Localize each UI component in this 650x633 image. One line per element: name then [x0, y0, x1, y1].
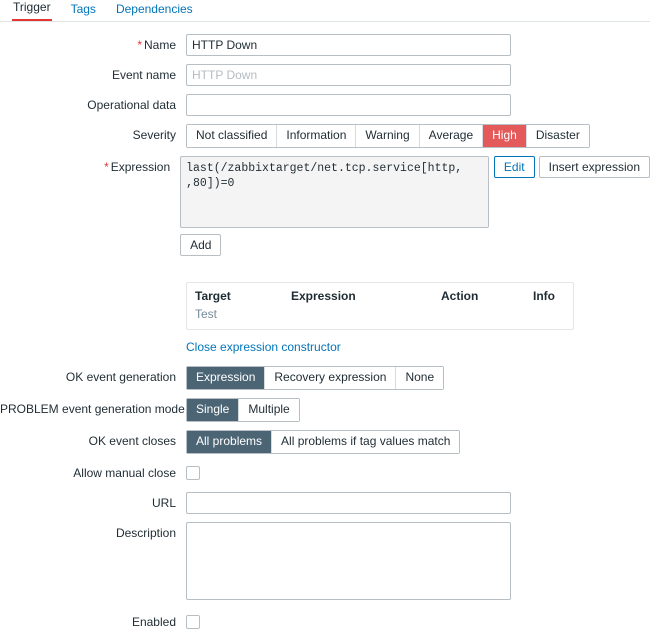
form-row-url	[0, 492, 650, 514]
severity-option-disaster[interactable]: Disaster	[527, 125, 589, 147]
description-textarea[interactable]	[186, 522, 511, 600]
expression-textarea[interactable]	[180, 156, 489, 228]
required-marker: *	[137, 38, 142, 52]
allow-manual-close-checkbox[interactable]	[186, 466, 200, 480]
expression-editor-group	[180, 156, 650, 228]
column-header-action: Action	[441, 289, 479, 303]
url-label: URL	[151, 496, 176, 510]
form-row-name	[0, 34, 650, 56]
cell-expression	[291, 307, 441, 321]
form-row-close-constructor	[0, 340, 650, 354]
expression-buttons	[494, 156, 650, 178]
form-row-ok-event-closes	[0, 430, 650, 454]
form-row-allow-manual-close	[0, 462, 650, 484]
insert-expression-button[interactable]: Insert expression	[539, 156, 650, 178]
event-name-input[interactable]	[186, 64, 511, 86]
edit-expression-button[interactable]: Edit	[494, 156, 535, 178]
url-input[interactable]	[186, 492, 511, 514]
column-header-expression: Expression	[291, 289, 356, 303]
problem-event-mode-option-multiple[interactable]: Multiple	[239, 399, 298, 421]
table-row	[187, 307, 573, 329]
ok-event-closes-label: OK event closes	[88, 434, 176, 448]
severity-option-information[interactable]: Information	[277, 125, 356, 147]
severity-option-average[interactable]: Average	[420, 125, 483, 147]
enabled-checkbox[interactable]	[186, 615, 200, 629]
form-row-description	[0, 522, 650, 603]
expression-label: * Expression	[104, 160, 171, 174]
cell-info	[533, 307, 565, 321]
severity-label: Severity	[132, 128, 176, 142]
form-row-problem-event-generation-mode	[0, 398, 650, 422]
operational-data-label: Operational data	[87, 98, 176, 112]
table-header-row	[187, 283, 573, 307]
severity-option-not-classified[interactable]: Not classified	[187, 125, 277, 147]
ok-event-closes-option-tag-values-match[interactable]: All problems if tag values match	[272, 431, 459, 453]
operational-data-input[interactable]	[186, 94, 511, 116]
name-input[interactable]	[186, 34, 511, 56]
ok-event-generation-option-recovery-expression[interactable]: Recovery expression	[265, 367, 396, 389]
severity-segmented-control	[186, 124, 590, 148]
required-marker: *	[104, 160, 109, 174]
form-row-severity	[0, 124, 650, 148]
ok-event-closes-segmented-control	[186, 430, 460, 454]
ok-event-closes-option-all-problems[interactable]: All problems	[187, 431, 272, 453]
description-label: Description	[115, 526, 176, 540]
problem-event-generation-mode-segmented-control	[186, 398, 300, 422]
cell-action	[441, 307, 533, 321]
cell-target: Test	[195, 307, 218, 321]
problem-event-generation-mode-label: PROBLEM event generation mode	[0, 402, 185, 416]
ok-event-generation-segmented-control	[186, 366, 444, 390]
problem-event-mode-option-single[interactable]: Single	[187, 399, 239, 421]
form-row-operational-data	[0, 94, 650, 116]
tab-tags[interactable]: Tags	[70, 2, 96, 16]
form-row-enabled	[0, 611, 650, 629]
severity-option-warning[interactable]: Warning	[356, 125, 419, 147]
form-row-ok-event-generation	[0, 366, 650, 390]
add-button[interactable]: Add	[180, 234, 221, 256]
trigger-form	[0, 22, 650, 629]
column-header-target: Target	[195, 289, 231, 303]
severity-option-high[interactable]: High	[483, 125, 527, 147]
ok-event-generation-option-none[interactable]: None	[396, 367, 443, 389]
ok-event-generation-label: OK event generation	[65, 370, 176, 384]
enabled-label: Enabled	[131, 615, 176, 629]
allow-manual-close-label: Allow manual close	[73, 466, 176, 480]
form-row-expression-table	[0, 278, 650, 330]
tab-bar	[0, 0, 650, 22]
ok-event-generation-option-expression[interactable]: Expression	[187, 367, 265, 389]
expression-table	[186, 282, 574, 330]
name-label: * Name	[137, 38, 176, 52]
close-expression-constructor-link[interactable]: Close expression constructor	[186, 340, 341, 354]
tab-trigger[interactable]: Trigger	[12, 0, 52, 21]
event-name-label: Event name	[111, 68, 176, 82]
form-row-event-name	[0, 64, 650, 86]
column-header-info: Info	[533, 289, 555, 303]
form-row-expression	[0, 156, 650, 256]
add-button-row	[180, 234, 650, 256]
tab-dependencies[interactable]: Dependencies	[115, 2, 193, 16]
